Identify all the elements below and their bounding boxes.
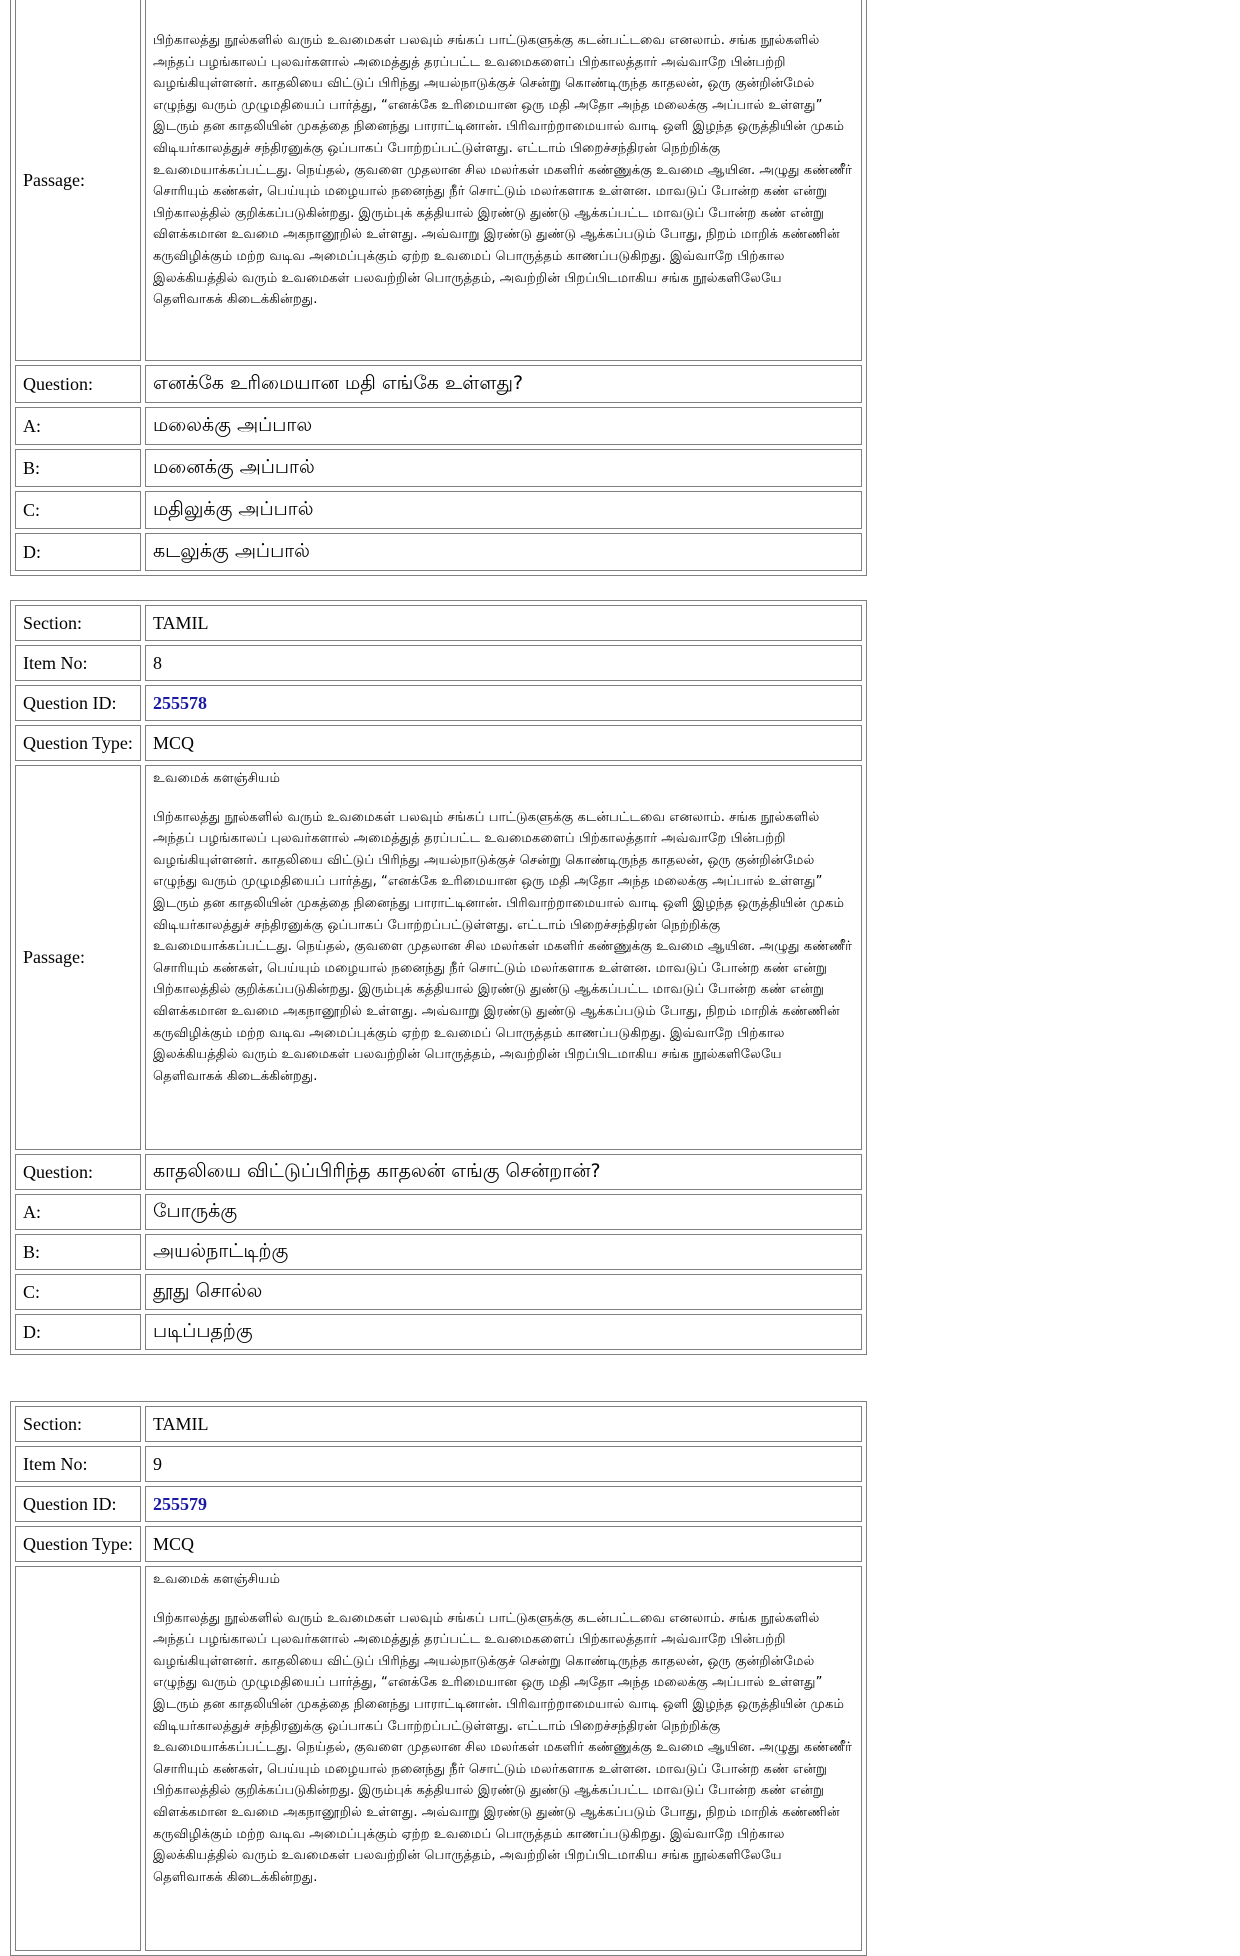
option-c-label: C:	[15, 491, 141, 529]
option-c-label: C:	[15, 1274, 141, 1310]
section-value: TAMIL	[145, 1406, 862, 1442]
option-b-label: B:	[15, 449, 141, 487]
question-id-label: Question ID:	[15, 685, 141, 721]
passage-label: Passage:	[15, 765, 141, 1150]
option-b-text: மனைக்கு அப்பால்	[145, 449, 862, 487]
passage-text	[145, 1566, 862, 1951]
question-label: Question:	[15, 1154, 141, 1190]
question-id-value: 255578	[145, 685, 862, 721]
passage-title: உவமைக் களஞ்சியம்	[153, 771, 281, 786]
passage-body: பிற்காலத்து நூல்களில் வரும் உவமைகள் பலவும் சங்கப் பாட்டுகளுக்கு கடன்பட்டவை எனலாம். சங்க நூல்களில் அந்தப் பழங்காலப் புலவர்களால் அமைத்துத் தரப்பட்ட உவமைகளைப் பிற்காலத்தார் அவ்வாறே பின்பற்றி வழங்கியுள்ளனர். காதலியை விட்டுப் பிரிந்து அயல்நாடுக்குச் சென்று கொண்டிருந்த காதலன், ஒரு குன்றின்மேல் எழுந்து வரும் முழுமதியைப் பார்த்து, “எனக்கே உரிமையான ஒரு மதி அதோ அந்த மலைக்கு அப்பால் உள்ளது” இடரும் தன காதலியின் முகத்தை நினைந்து பாராட்டினான். பிரிவாற்றாமையால் வாடி ஒளி இழந்த ஒருத்தியின் முகம் விடியர்காலத்துச் சந்திரனுக்கு ஒப்பாகப் போற்றப்பட்டுள்ளது. எட்டாம் பிறைச்சந்திரன் நெற்றிக்கு உவமையாக்கப்பட்டது. நெய்தல், குவளை முதலான சில மலர்கள் மகளிர் கண்ணுக்கு உவமை ஆயின. அழுது கண்ணீர் சொரியும் கண்கள், பெய்யும் மழையால் நனைந்து நீர் சொட்டும் மலர்களாக உள்ளன. மாவடுப் போன்ற கண் என்று பிற்காலத்தில் குறிக்கப்படுகின்றது. இரும்புக் கத்தியால் இரண்டு துண்டு ஆக்கப்பட்ட மாவடுப் போன்ற கண் என்று விளக்கமான உவமை அகநானூறில் உள்ளது. அவ்வாறு இரண்டு துண்டு ஆக்கப்படும் போது, நிறம் மாறிக் கண்ணின் கருவிழிக்கும் மற்ற வடிவ அமைப்புக்கும் ஏற்ற உவமைப் பொருத்தம் காணப்படுகிறது. இவ்வாறே பிற்கால இலக்கியத்தில் வரும் உவமைகள் பலவற்றின் பொருத்தம், அவற்றின் பிறப்பிடமாகிய சங்க நூல்களிலேயே தெளிவாகக் கிடைக்கின்றது.	[153, 33, 853, 308]
item-no-label: Item No:	[15, 1446, 141, 1482]
option-a-label: A:	[15, 1194, 141, 1230]
option-c-text: தூது சொல்ல	[145, 1274, 862, 1310]
passage-label	[15, 1566, 141, 1951]
option-a-text: மலைக்கு அப்பால	[145, 407, 862, 445]
question-id-value: 255579	[145, 1486, 862, 1522]
option-b-label: B:	[15, 1234, 141, 1270]
option-c-text: மதிலுக்கு அப்பால்	[145, 491, 862, 529]
option-d-text: படிப்பதற்கு	[145, 1314, 862, 1350]
passage-title: உவமைக் களஞ்சியம்	[153, 1572, 281, 1587]
question-id-label: Question ID:	[15, 1486, 141, 1522]
question-block-item-7	[10, 0, 867, 576]
passage-body: பிற்காலத்து நூல்களில் வரும் உவமைகள் பலவும் சங்கப் பாட்டுகளுக்கு கடன்பட்டவை எனலாம். சங்க நூல்களில் அந்தப் பழங்காலப் புலவர்களால் அமைத்துத் தரப்பட்ட உவமைகளைப் பிற்காலத்தார் அவ்வாறே பின்பற்றி வழங்கியுள்ளனர். காதலியை விட்டுப் பிரிந்து அயல்நாடுக்குச் சென்று கொண்டிருந்த காதலன், ஒரு குன்றின்மேல் எழுந்து வரும் முழுமதியைப் பார்த்து, “எனக்கே உரிமையான ஒரு மதி அதோ அந்த மலைக்கு அப்பால் உள்ளது” இடரும் தன காதலியின் முகத்தை நினைந்து பாராட்டினான். பிரிவாற்றாமையால் வாடி ஒளி இழந்த ஒருத்தியின் முகம் விடியர்காலத்துச் சந்திரனுக்கு ஒப்பாகப் போற்றப்பட்டுள்ளது. எட்டாம் பிறைச்சந்திரன் நெற்றிக்கு உவமையாக்கப்பட்டது. நெய்தல், குவளை முதலான சில மலர்கள் மகளிர் கண்ணுக்கு உவமை ஆயின. அழுது கண்ணீர் சொரியும் கண்கள், பெய்யும் மழையால் நனைந்து நீர் சொட்டும் மலர்களாக உள்ளன. மாவடுப் போன்ற கண் என்று பிற்காலத்தில் குறிக்கப்படுகின்றது. இரும்புக் கத்தியால் இரண்டு துண்டு ஆக்கப்பட்ட மாவடுப் போன்ற கண் என்று விளக்கமான உவமை அகநானூறில் உள்ளது. அவ்வாறு இரண்டு துண்டு ஆக்கப்படும் போது, நிறம் மாறிக் கண்ணின் கருவிழிக்கும் மற்ற வடிவ அமைப்புக்கும் ஏற்ற உவமைப் பொருத்தம் காணப்படுகிறது. இவ்வாறே பிற்கால இலக்கியத்தில் வரும் உவமைகள் பலவற்றின் பொருத்தம், அவற்றின் பிறப்பிடமாகிய சங்க நூல்களிலேயே தெளிவாகக் கிடைக்கின்றது.	[153, 809, 853, 1084]
passage-label: Passage:	[15, 0, 141, 361]
question-block-item-8	[10, 600, 867, 1355]
option-a-text: போருக்கு	[145, 1194, 862, 1230]
option-d-text: கடலுக்கு அப்பால்	[145, 533, 862, 571]
question-type-value: MCQ	[145, 1526, 862, 1562]
item-no-label: Item No:	[15, 645, 141, 681]
question-type-label: Question Type:	[15, 725, 141, 761]
option-d-label: D:	[15, 1314, 141, 1350]
passage-text	[145, 0, 862, 361]
section-value: TAMIL	[145, 605, 862, 641]
question-type-value: MCQ	[145, 725, 862, 761]
question-type-label: Question Type:	[15, 1526, 141, 1562]
item-no-value: 8	[145, 645, 862, 681]
question-text: காதலியை விட்டுப்பிரிந்த காதலன் எங்கு சென்றான்?	[145, 1154, 862, 1190]
option-b-text: அயல்நாட்டிற்கு	[145, 1234, 862, 1270]
question-label: Question:	[15, 365, 141, 403]
item-no-value: 9	[145, 1446, 862, 1482]
passage-body: பிற்காலத்து நூல்களில் வரும் உவமைகள் பலவும் சங்கப் பாட்டுகளுக்கு கடன்பட்டவை எனலாம். சங்க நூல்களில் அந்தப் பழங்காலப் புலவர்களால் அமைத்துத் தரப்பட்ட உவமைகளைப் பிற்காலத்தார் அவ்வாறே பின்பற்றி வழங்கியுள்ளனர். காதலியை விட்டுப் பிரிந்து அயல்நாடுக்குச் சென்று கொண்டிருந்த காதலன், ஒரு குன்றின்மேல் எழுந்து வரும் முழுமதியைப் பார்த்து, “எனக்கே உரிமையான ஒரு மதி அதோ அந்த மலைக்கு அப்பால் உள்ளது” இடரும் தன காதலியின் முகத்தை நினைந்து பாராட்டினான். பிரிவாற்றாமையால் வாடி ஒளி இழந்த ஒருத்தியின் முகம் விடியர்காலத்துச் சந்திரனுக்கு ஒப்பாகப் போற்றப்பட்டுள்ளது. எட்டாம் பிறைச்சந்திரன் நெற்றிக்கு உவமையாக்கப்பட்டது. நெய்தல், குவளை முதலான சில மலர்கள் மகளிர் கண்ணுக்கு உவமை ஆயின. அழுது கண்ணீர் சொரியும் கண்கள், பெய்யும் மழையால் நனைந்து நீர் சொட்டும் மலர்களாக உள்ளன. மாவடுப் போன்ற கண் என்று பிற்காலத்தில் குறிக்கப்படுகின்றது. இரும்புக் கத்தியால் இரண்டு துண்டு ஆக்கப்பட்ட மாவடுப் போன்ற கண் என்று விளக்கமான உவமை அகநானூறில் உள்ளது. அவ்வாறு இரண்டு துண்டு ஆக்கப்படும் போது, நிறம் மாறிக் கண்ணின் கருவிழிக்கும் மற்ற வடிவ அமைப்புக்கும் ஏற்ற உவமைப் பொருத்தம் காணப்படுகிறது. இவ்வாறே பிற்கால இலக்கியத்தில் வரும் உவமைகள் பலவற்றின் பொருத்தம், அவற்றின் பிறப்பிடமாகிய சங்க நூல்களிலேயே தெளிவாகக் கிடைக்கின்றது.	[153, 1610, 853, 1885]
section-label: Section:	[15, 605, 141, 641]
option-d-label: D:	[15, 533, 141, 571]
option-a-label: A:	[15, 407, 141, 445]
question-block-item-9	[10, 1401, 867, 1956]
section-label: Section:	[15, 1406, 141, 1442]
question-text: எனக்கே உரிமையான மதி எங்கே உள்ளது?	[145, 365, 862, 403]
passage-text	[145, 765, 862, 1150]
